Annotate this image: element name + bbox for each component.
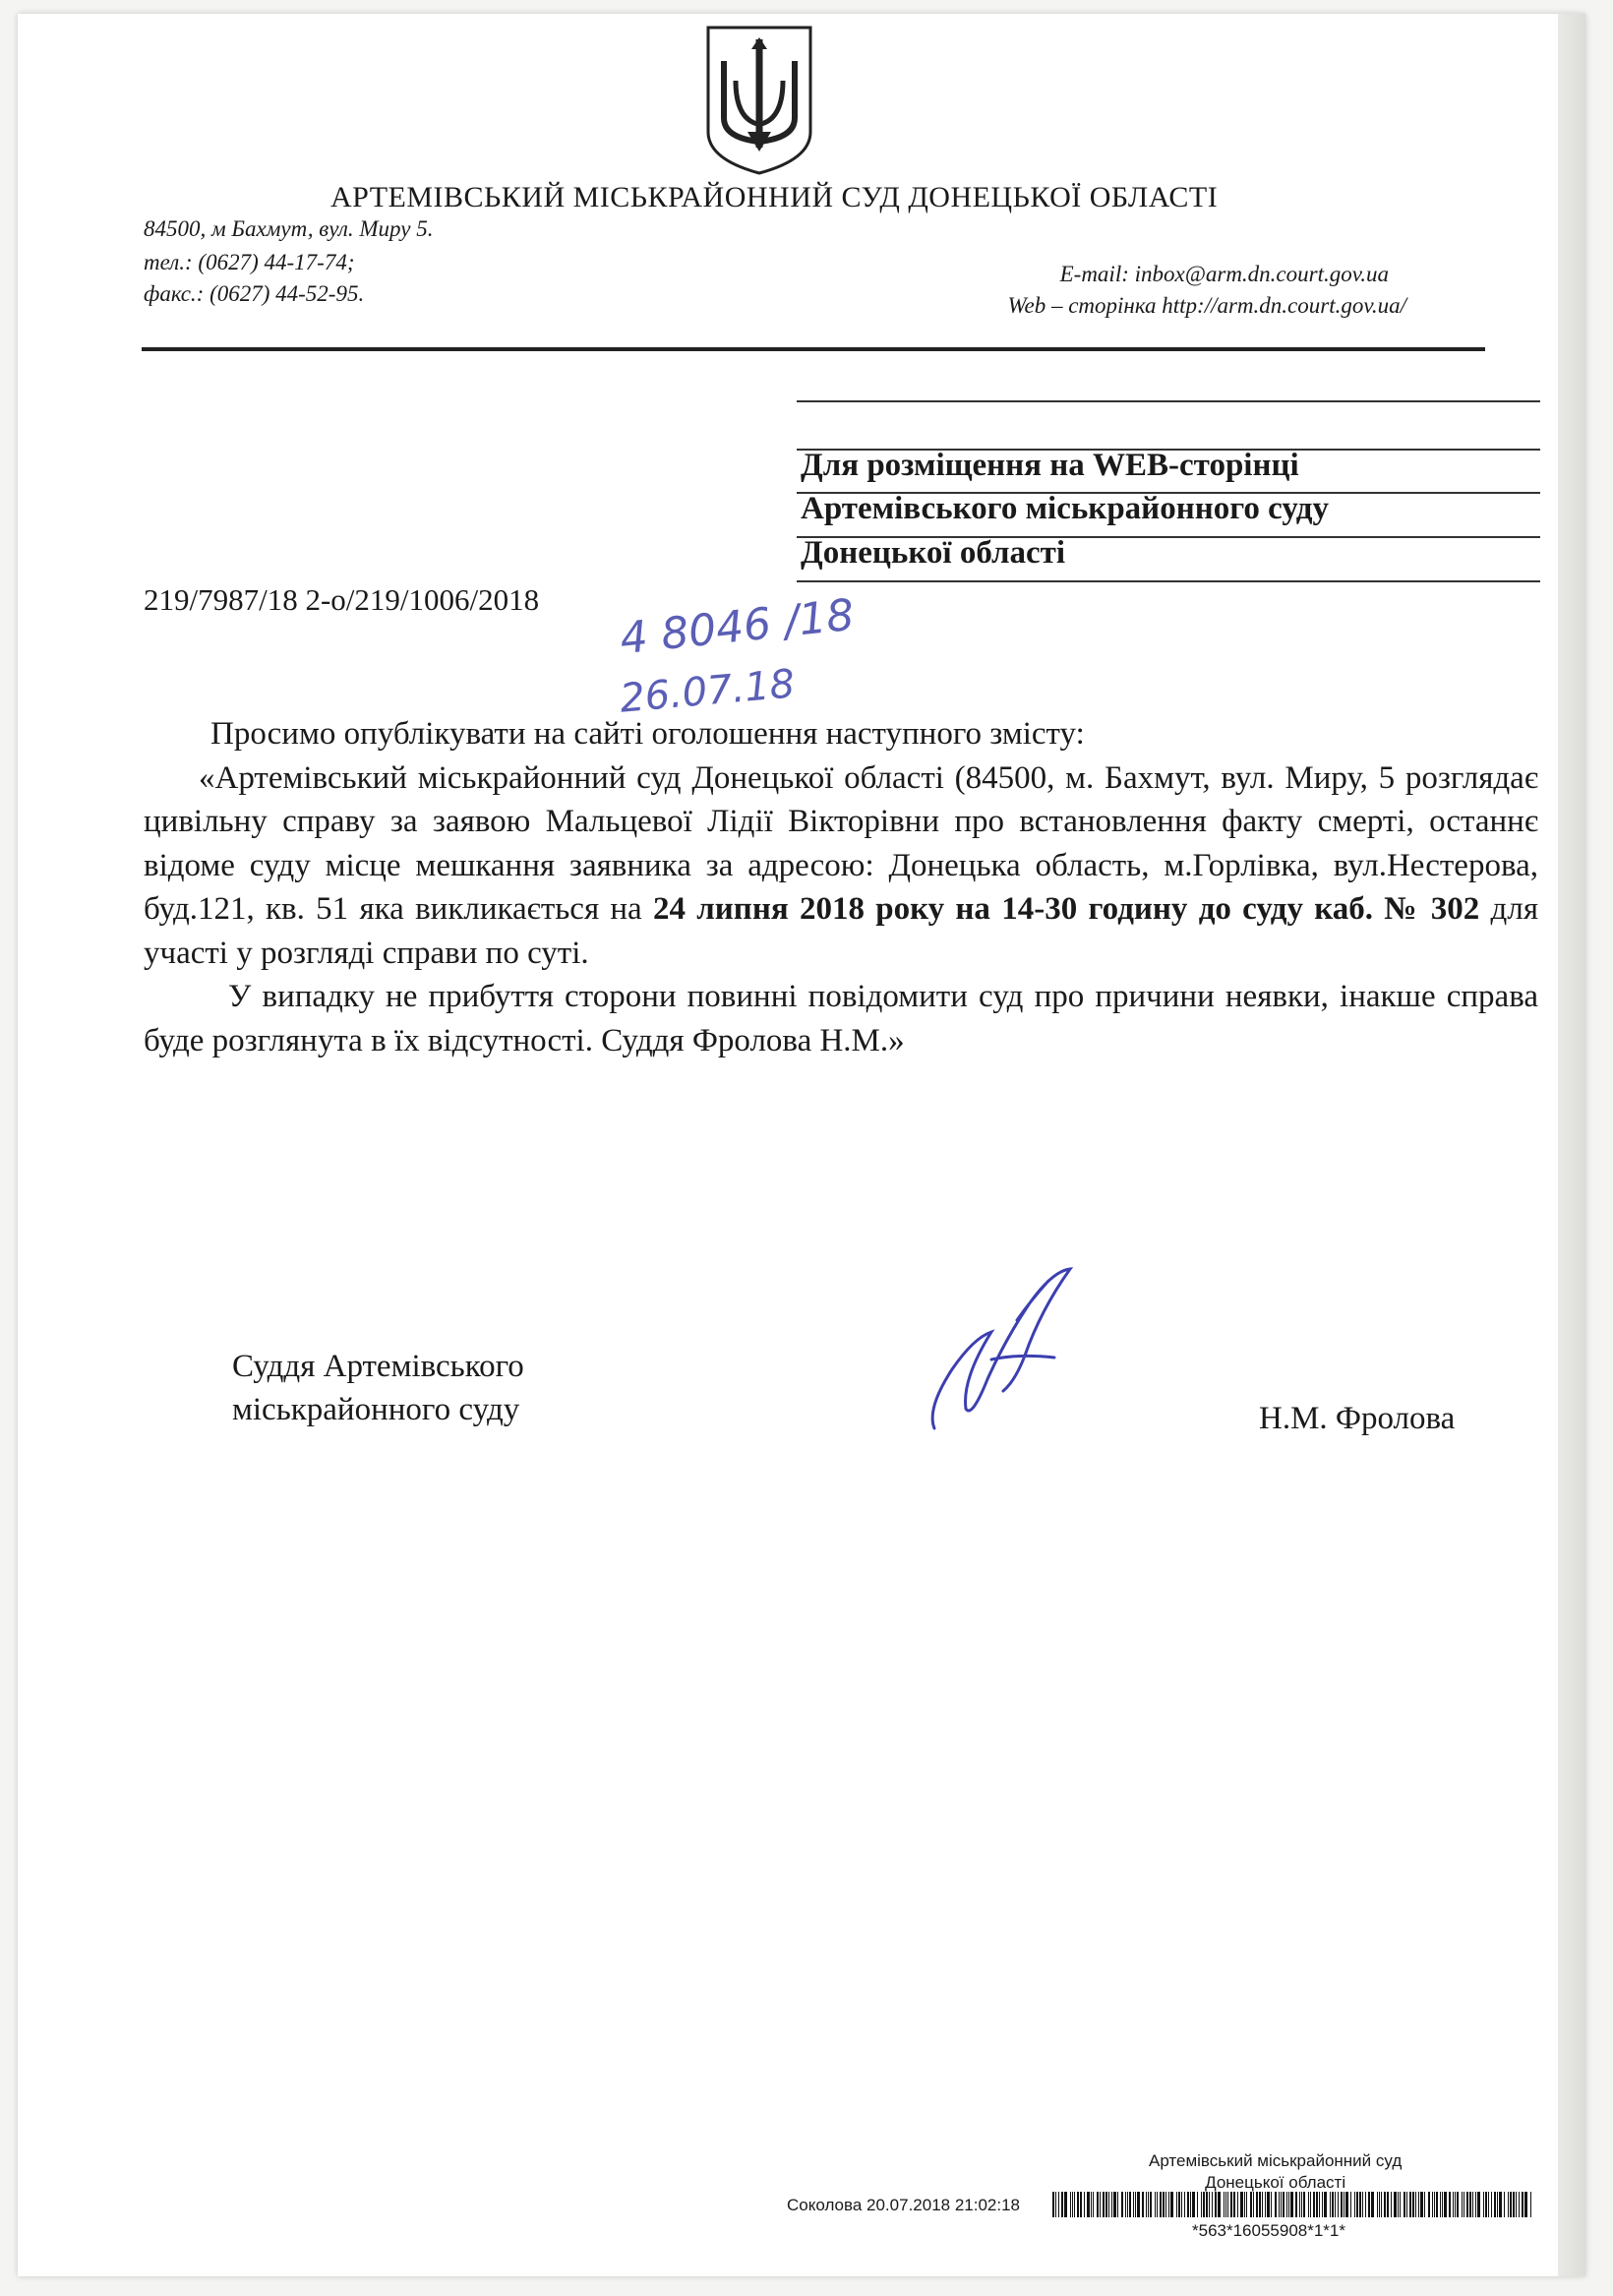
- barcode-bar: [1209, 2192, 1210, 2217]
- barcode-bar: [1262, 2192, 1263, 2217]
- barcode-bar: [1230, 2192, 1232, 2217]
- barcode-bar: [1178, 2192, 1180, 2217]
- barcode-bar: [1341, 2192, 1343, 2217]
- barcode-bar: [1457, 2192, 1459, 2217]
- barcode-bar: [1212, 2192, 1213, 2217]
- barcode-bar: [1301, 2192, 1302, 2217]
- barcode-bar: [1303, 2192, 1305, 2217]
- barcode-bar: [1310, 2192, 1311, 2217]
- barcode-bar: [1117, 2192, 1118, 2217]
- barcode-bar: [1368, 2192, 1370, 2217]
- barcode-bar: [1319, 2192, 1320, 2217]
- barcode-bar: [1412, 2192, 1414, 2217]
- barcode-bar: [1184, 2192, 1185, 2217]
- barcode-bar: [1275, 2192, 1277, 2217]
- barcode-bar: [1157, 2192, 1158, 2217]
- barcode-bar: [1187, 2192, 1189, 2217]
- barcode-bar: [1250, 2192, 1252, 2217]
- barcode-bar: [1335, 2192, 1336, 2217]
- barcode-bar: [1224, 2192, 1225, 2217]
- barcode-bar: [1237, 2192, 1238, 2217]
- barcode-bar: [1522, 2192, 1523, 2217]
- barcode-bar: [1218, 2192, 1221, 2217]
- barcode-bar: [1201, 2192, 1202, 2217]
- barcode-bar: [1494, 2192, 1496, 2217]
- barcode-bar: [1504, 2192, 1505, 2217]
- barcode-bar: [1281, 2192, 1282, 2217]
- barcode-bar: [1350, 2192, 1351, 2217]
- barcode-bar: [1142, 2192, 1144, 2217]
- barcode-bar: [1170, 2192, 1173, 2217]
- barcode-bar: [1455, 2192, 1456, 2217]
- barcode-bar: [1087, 2192, 1090, 2217]
- barcode-bar: [1121, 2192, 1123, 2217]
- barcode-bar: [1324, 2192, 1327, 2217]
- barcode-bar: [1519, 2192, 1520, 2217]
- barcode-bar: [1497, 2192, 1498, 2217]
- barcode-bar: [1432, 2192, 1433, 2217]
- barcode-bar: [1256, 2192, 1258, 2217]
- barcode-bar: [1406, 2192, 1407, 2217]
- trident-coat-of-arms-icon: [702, 22, 816, 177]
- address-line: [797, 400, 1540, 402]
- barcode-bar: [1168, 2192, 1169, 2217]
- barcode-bar: [1400, 2192, 1401, 2217]
- court-fax: факс.: (0627) 44-52-95.: [144, 281, 365, 306]
- barcode-bar: [1074, 2192, 1075, 2217]
- barcode-bar: [1288, 2192, 1289, 2217]
- barcode-bar: [1510, 2192, 1512, 2217]
- court-title: АРТЕМІВСЬКИЙ МІСЬКРАЙОННИЙ СУД ДОНЕЦЬКОЇ ОБЛАСТІ: [330, 181, 1219, 213]
- recipient-line-1: Для розміщення на WEB-сторінці: [801, 448, 1299, 483]
- barcode-bar: [1379, 2192, 1380, 2217]
- barcode-bar: [1108, 2192, 1109, 2217]
- court-address: 84500, м Бахмут, вул. Миру 5.: [144, 216, 434, 241]
- barcode-bar: [1477, 2192, 1480, 2217]
- barcode-bar: [1469, 2192, 1471, 2217]
- barcode-bar: [1146, 2192, 1147, 2217]
- judge-name: Н.М. Фролова: [1259, 1401, 1456, 1436]
- barcode-bar: [1192, 2192, 1195, 2217]
- barcode-bar: [1160, 2192, 1162, 2217]
- barcode-bar: [1137, 2192, 1140, 2217]
- barcode-bar: [1472, 2192, 1473, 2217]
- barcode-bar: [1206, 2192, 1208, 2217]
- barcode-bar: [1415, 2192, 1416, 2217]
- barcode-bar: [1530, 2192, 1531, 2217]
- barcode-bar: [1133, 2192, 1134, 2217]
- case-number: 219/7987/18 2-о/219/1006/2018: [144, 582, 540, 617]
- barcode-bar: [1286, 2192, 1287, 2217]
- barcode-bar: [1420, 2192, 1423, 2217]
- barcode-bar: [1084, 2192, 1085, 2217]
- intro-paragraph: Просимо опублікувати на сайті оголошення наступного змісту:: [210, 716, 1085, 752]
- main-text-end: для участі у розгляді справи по суті.: [144, 891, 1538, 971]
- stamp-court-name: Артемівський міськрайонний суд: [1149, 2151, 1403, 2170]
- barcode-bar: [1061, 2192, 1063, 2217]
- barcode-bar: [1442, 2192, 1443, 2217]
- barcode-bar: [1485, 2192, 1487, 2217]
- barcode-bar: [1093, 2192, 1094, 2217]
- court-email: E-mail: inbox@arm.dn.court.gov.ua: [1059, 262, 1389, 286]
- barcode-bar: [1155, 2192, 1156, 2217]
- barcode-number: *563*16055908*1*1*: [1192, 2221, 1345, 2240]
- handwritten-date: 26.07.18: [618, 661, 797, 722]
- barcode-bar: [1125, 2192, 1126, 2217]
- main-paragraph: [144, 756, 1538, 976]
- barcode-bar: [1233, 2192, 1235, 2217]
- court-phone: тел.: (0627) 44-17-74;: [144, 250, 355, 274]
- barcode-bar: [1080, 2192, 1082, 2217]
- page-edge: [1558, 14, 1585, 2276]
- barcode-bar: [1308, 2192, 1309, 2217]
- announcement-text: [144, 712, 1538, 1062]
- barcode-bar: [1499, 2192, 1502, 2217]
- barcode-bar: [1313, 2192, 1315, 2217]
- barcode-bar: [1356, 2192, 1358, 2217]
- registration-stamp-court: [1149, 2150, 1402, 2194]
- barcode-bar: [1135, 2192, 1136, 2217]
- barcode-bar: [1111, 2192, 1112, 2217]
- barcode-bar: [1271, 2192, 1272, 2217]
- barcode-bar: [1100, 2192, 1101, 2217]
- barcode-bar: [1058, 2192, 1059, 2217]
- barcode-bar: [1290, 2192, 1293, 2217]
- barcode-bar: [1330, 2192, 1331, 2217]
- barcode-bar: [1444, 2192, 1447, 2217]
- barcode-bar: [1227, 2192, 1228, 2217]
- barcode-bar: [1424, 2192, 1425, 2217]
- barcode-bar: [1359, 2192, 1361, 2217]
- barcode-bar: [1332, 2192, 1334, 2217]
- barcode-bar: [1190, 2192, 1191, 2217]
- barcode-bar: [1377, 2192, 1378, 2217]
- barcode-bar: [1491, 2192, 1492, 2217]
- barcode-bar: [1381, 2192, 1382, 2217]
- hearing-date-time: 24 липня 2018 року на 14-30 годину до суду каб. № 302: [653, 891, 1480, 927]
- barcode-bar: [1434, 2192, 1435, 2217]
- barcode-bar: [1295, 2192, 1297, 2217]
- barcode-bar: [1508, 2192, 1509, 2217]
- handwritten-registration-number: 4 8046 /18: [617, 589, 857, 665]
- barcode-bar: [1215, 2192, 1217, 2217]
- barcode-bar: [1436, 2192, 1438, 2217]
- barcode-bar: [1371, 2192, 1374, 2217]
- barcode-bar: [1316, 2192, 1318, 2217]
- barcode-bar: [1322, 2192, 1323, 2217]
- barcode-bar: [1362, 2192, 1363, 2217]
- main-text: «Артемівський міськрайонний суд Донецької області (84500, м. Бахмут, вул. Миру, 5 розглядає цивільну справу за заявою Мальцевої Лідії Вікторівни про встановлення факту смерті, останнє відоме суду місце мешкання заявника за адресою: Донецька область, м.Горлівка, вул.Нестерова, буд.121, кв. 51 яка викликається на: [144, 759, 1538, 927]
- barcode-bar: [1225, 2192, 1226, 2217]
- barcode-bar: [1418, 2192, 1419, 2217]
- barcode-bar: [1440, 2192, 1441, 2217]
- barcode-bar: [1113, 2192, 1116, 2217]
- court-website: Web – сторінка http://arm.dn.court.gov.ua/: [1007, 293, 1406, 318]
- barcode-bar: [1394, 2192, 1397, 2217]
- barcode-bar: [1148, 2192, 1149, 2217]
- barcode-bar: [1409, 2192, 1411, 2217]
- barcode-bar: [1483, 2192, 1484, 2217]
- barcode-bar: [1070, 2192, 1071, 2217]
- closing-paragraph: У випадку не прибуття сторони повинні повідомити суд про причини неявки, інакше справа буде розглянута в їх відсутності. Суддя Фролова Н.М.»: [144, 979, 1538, 1058]
- address-line: [797, 580, 1540, 582]
- barcode-bar: [1267, 2192, 1270, 2217]
- barcode-bar: [1246, 2192, 1247, 2217]
- barcode-bar: [1129, 2192, 1131, 2217]
- barcode-bar: [1428, 2192, 1430, 2217]
- barcode-bar: [1387, 2192, 1389, 2217]
- barcode-bar: [1203, 2192, 1205, 2217]
- barcode-bar: [1404, 2192, 1405, 2217]
- barcode-bar: [1163, 2192, 1165, 2217]
- barcode-bar: [1064, 2192, 1067, 2217]
- barcode-bar: [1091, 2192, 1092, 2217]
- barcode-bar: [1398, 2192, 1399, 2217]
- barcode-bar: [1384, 2192, 1386, 2217]
- document-page: [18, 14, 1585, 2276]
- barcode-bar: [1299, 2192, 1300, 2217]
- barcode-bar: [1127, 2192, 1128, 2217]
- barcode-bar: [1165, 2192, 1166, 2217]
- barcode-bar: [1259, 2192, 1261, 2217]
- barcode-bar: [1181, 2192, 1182, 2217]
- barcode-bar: [1488, 2192, 1489, 2217]
- barcode-bar: [1097, 2192, 1099, 2217]
- barcode-bar: [1103, 2192, 1105, 2217]
- barcode-bar: [1365, 2192, 1366, 2217]
- barcode-bar: [1283, 2192, 1284, 2217]
- barcode-bar: [1197, 2192, 1198, 2217]
- signatory-title: Суддя Артемівського міськрайонного суду: [232, 1349, 524, 1427]
- barcode-bar: [1240, 2192, 1243, 2217]
- barcode-bar: [1244, 2192, 1245, 2217]
- registration-barcode: [1052, 2192, 1536, 2217]
- barcode-bar: [1475, 2192, 1476, 2217]
- barcode-bar: [1077, 2192, 1079, 2217]
- recipient-line-3: Донецької області: [801, 535, 1066, 571]
- barcode-bar: [1453, 2192, 1454, 2217]
- recipient-line-2: Артемівського міськрайонного суду: [801, 491, 1329, 526]
- barcode-bar: [1279, 2192, 1280, 2217]
- barcode-bar: [1105, 2192, 1107, 2217]
- barcode-bar: [1265, 2192, 1266, 2217]
- header-divider: [142, 347, 1485, 351]
- registration-stamp-registrar: Соколова 20.07.2018 21:02:18: [787, 2196, 1021, 2214]
- barcode-bar: [1524, 2192, 1527, 2217]
- barcode-bar: [1449, 2192, 1451, 2217]
- handwritten-signature-icon: [923, 1261, 1100, 1438]
- barcode-bar: [1072, 2192, 1073, 2217]
- stamp-court-region: Донецької області: [1205, 2173, 1346, 2192]
- barcode-bar: [1253, 2192, 1254, 2217]
- barcode-bar: [1150, 2192, 1152, 2217]
- barcode-bar: [1055, 2192, 1056, 2217]
- barcode-bar: [1052, 2192, 1054, 2217]
- barcode-bar: [1513, 2192, 1515, 2217]
- barcode-bar: [1391, 2192, 1392, 2217]
- barcode-bar: [1354, 2192, 1355, 2217]
- barcode-bar: [1462, 2192, 1463, 2217]
- barcode-bar: [1345, 2192, 1348, 2217]
- barcode-bar: [1176, 2192, 1177, 2217]
- barcode-bar: [1466, 2192, 1468, 2217]
- barcode-bar: [1338, 2192, 1339, 2217]
- barcode-bar: [1516, 2192, 1517, 2217]
